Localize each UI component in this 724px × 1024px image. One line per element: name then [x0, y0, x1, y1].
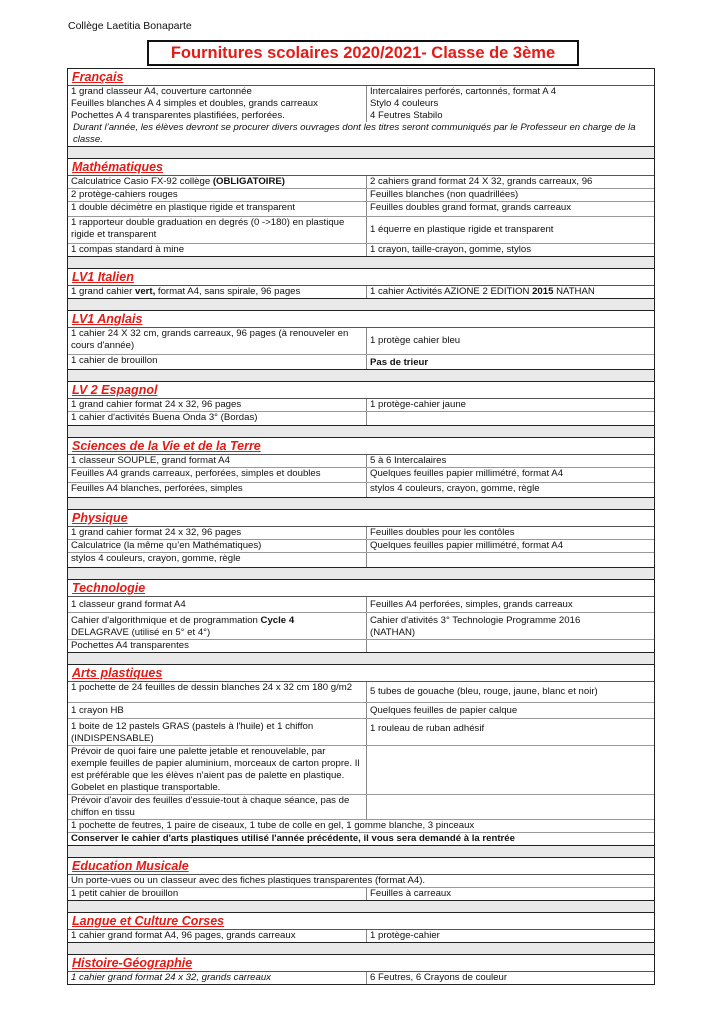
- spacer: [67, 370, 655, 381]
- item: Pochettes A4 transparentes: [68, 640, 367, 652]
- section-langue-corse: [67, 912, 655, 943]
- section-heading: Français: [72, 70, 124, 84]
- item-text: 1 grand cahier: [71, 286, 135, 297]
- item: [68, 176, 367, 188]
- item: 1 rouleau de ruban adhésif: [370, 723, 485, 734]
- item: Feuilles A4 perforées, simples, grands carreaux: [370, 599, 573, 610]
- section-heading: Arts plastiques: [72, 666, 163, 680]
- section-italien: [67, 268, 655, 299]
- item: DELAGRAVE (utilisé en 5° et 4°): [68, 627, 367, 639]
- item: Feuilles à carreaux: [370, 888, 452, 899]
- section-svt: [67, 437, 655, 498]
- item: 1 crayon, taille-crayon, gomme, stylos: [370, 244, 532, 255]
- item: Conserver le cahier d'arts plastiques utilisé l'année précédente, il vous sera demandé à la rentrée: [71, 833, 515, 844]
- item-text: 5 tubes de gouache (bleu, rouge, jaune, blanc et noir): [370, 686, 598, 697]
- item: 6 Feutres, 6 Crayons de couleur: [370, 972, 508, 983]
- item: 1 pochette de 24 feuilles de dessin blanches 24 x 32 cm 180 g/m2: [68, 682, 367, 702]
- item: Quelques feuilles de papier calque: [370, 705, 518, 716]
- item: 1 classeur grand format A4: [68, 597, 367, 612]
- item: 1 cahier de brouillon: [68, 355, 367, 369]
- item: stylos 4 couleurs, crayon, gomme, règle: [68, 553, 367, 567]
- item: stylos 4 couleurs, crayon, gomme, règle: [370, 483, 540, 494]
- section-heading: Technologie: [72, 581, 146, 595]
- section-francais: [67, 68, 655, 147]
- item-text: Cahier d'algorithmique et de programmation: [71, 615, 261, 626]
- item: Intercalaires perforés, cartonnés, format A 4: [370, 86, 557, 97]
- item: Feuilles A4 blanches, perforées, simples: [68, 483, 367, 497]
- item: Stylo 4 couleurs: [370, 98, 439, 109]
- section-technologie: [67, 579, 655, 653]
- spacer: [67, 299, 655, 310]
- item: 1 boite de 12 pastels GRAS (pastels à l'huile) et 1 chiffon (INDISPENSABLE): [68, 719, 367, 745]
- item: 1 double décimètre en plastique rigide et transparent: [68, 202, 367, 216]
- spacer: [67, 653, 655, 664]
- item: 1 crayon HB: [68, 703, 367, 718]
- spacer: [67, 846, 655, 857]
- section-heading: Histoire-Géographie: [72, 956, 193, 970]
- spacer: [67, 147, 655, 158]
- supplies-list: [67, 68, 655, 985]
- section-heading: LV 2 Espagnol: [72, 383, 158, 397]
- item: Feuilles A4 grands carreaux, perforées, simples et doubles: [68, 468, 367, 482]
- item: 1 classeur SOUPLE, grand format A4: [68, 455, 367, 467]
- item: 1 cahier d'activités Buena Onda 3° (Bordas): [68, 412, 367, 425]
- section-heading: Mathématiques: [72, 160, 163, 174]
- item: 1 rapporteur double graduation en degrés (0 ->180) en plastique rigide et transparent: [68, 217, 367, 243]
- item: Un porte-vues ou un classeur avec des fiches plastiques transparentes (format A4).: [71, 875, 426, 886]
- item-emphasis: (OBLIGATOIRE): [212, 176, 285, 187]
- item: Feuilles doubles grand format, grands carreaux: [370, 202, 572, 213]
- section-maths: [67, 158, 655, 257]
- item-text: 1 équerre en plastique rigide et transparent: [370, 224, 554, 235]
- page-title: Fournitures scolaires 2020/2021- Classe de 3ème: [147, 40, 579, 66]
- item: [68, 613, 367, 627]
- item: 1 protège-cahier: [370, 930, 440, 941]
- item: Pochettes A 4 transparentes plastifiées, perforées.: [68, 110, 367, 122]
- item: Pas de trieur: [370, 357, 429, 368]
- section-heading: Sciences de la Vie et de la Terre: [72, 439, 261, 453]
- spacer: [67, 901, 655, 912]
- item: 1 cahier grand format A4, 96 pages, grands carreaux: [68, 930, 367, 942]
- section-histoire-geo: [67, 954, 655, 985]
- spacer: [67, 943, 655, 954]
- item: [367, 328, 654, 354]
- section-heading: LV1 Anglais: [72, 312, 143, 326]
- item: 2 cahiers grand format 24 X 32, grands carreaux, 96: [370, 176, 593, 187]
- item-emphasis: Cycle 4: [260, 615, 295, 626]
- item: [367, 682, 654, 702]
- item: Quelques feuilles papier millimétré, format A4: [370, 468, 564, 479]
- item: 1 grand classeur A4, couverture cartonnée: [68, 86, 367, 98]
- spacer: [67, 568, 655, 579]
- section-anglais: [67, 310, 655, 370]
- school-name: Collège Laetitia Bonaparte: [68, 20, 192, 32]
- section-heading: Education Musicale: [72, 859, 189, 873]
- item-text: 1 cahier Activités AZIONE 2 EDITION: [370, 286, 533, 297]
- item: Prévoir de quoi faire une palette jetable et renouvelable, par exemple feuilles de papier aluminium, morceaux de carton propre. Il est préférable que les élèves n'aient pas de palette en plastique. Gobelet en plastique transportable.: [68, 746, 367, 794]
- item: 4 Feutres Stabilo: [370, 110, 443, 121]
- item: [367, 286, 654, 298]
- item: 1 cahier 24 X 32 cm, grands carreaux, 96 pages (à renouveler en cours d'année): [68, 328, 367, 354]
- item-text: 1 protège cahier bleu: [370, 335, 461, 346]
- section-arts-plastiques: [67, 664, 655, 846]
- item: (NATHAN): [370, 627, 416, 638]
- item-text: Calculatrice Casio FX-92 collège: [71, 176, 213, 187]
- section-heading: LV1 Italien: [72, 270, 134, 284]
- spacer: [67, 498, 655, 509]
- spacer: [67, 257, 655, 268]
- item: 1 cahier grand format 24 x 32, grands carreaux: [68, 972, 367, 984]
- item: 1 grand cahier format 24 x 32, 96 pages: [68, 399, 367, 411]
- section-note: Durant l’année, les élèves devront se procurer divers ouvrages dont les titres seront communiqués par le Professeur en charge de la classe.: [73, 122, 636, 145]
- item: 1 protège-cahier jaune: [370, 399, 467, 410]
- item: 5 à 6 Intercalaires: [370, 455, 447, 466]
- item: Quelques feuilles papier millimétré, format A4: [370, 540, 564, 551]
- item: 1 pochette de feutres, 1 paire de ciseaux, 1 tube de colle en gel, 1 gomme blanche, 3 pinceaux: [71, 820, 475, 831]
- item: 2 protège-cahiers rouges: [68, 189, 367, 201]
- item: [68, 286, 367, 298]
- item: Prévoir d'avoir des feuilles d'essuie-tout à chaque séance, pas de chiffon en tissu: [68, 795, 367, 819]
- item: [367, 217, 654, 243]
- item: Feuilles blanches (non quadrillées): [370, 189, 519, 200]
- item: Calculatrice (la même qu’en Mathématiques): [68, 540, 367, 552]
- item: 1 grand cahier format 24 x 32, 96 pages: [68, 527, 367, 539]
- section-heading: Langue et Culture Corses: [72, 914, 225, 928]
- item-emphasis: 2015: [532, 286, 554, 297]
- section-heading: Physique: [72, 511, 128, 525]
- section-espagnol: [67, 381, 655, 426]
- item-text: format A4, sans spirale, 96 pages: [155, 286, 301, 297]
- item-emphasis: vert,: [135, 286, 156, 297]
- item: Cahier d'ativités 3° Technologie Programme 2016: [370, 615, 581, 626]
- section-education-musicale: [67, 857, 655, 901]
- item: Feuilles blanches A 4 simples et doubles, grands carreaux: [68, 98, 367, 110]
- spacer: [67, 426, 655, 437]
- item: Feuilles doubles pour les contôles: [370, 527, 515, 538]
- item-text: NATHAN: [553, 286, 595, 297]
- item: 1 petit cahier de brouillon: [68, 888, 367, 900]
- section-physique: [67, 509, 655, 568]
- item: 1 compas standard à mine: [68, 244, 367, 256]
